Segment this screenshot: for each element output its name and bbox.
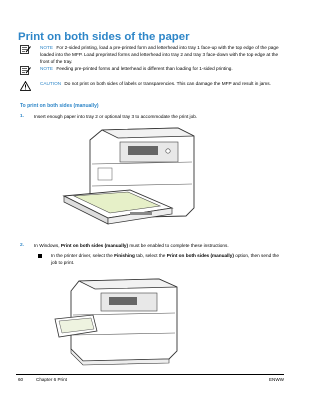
step-2-text-after: must be enabled to complete these instructions. <box>128 243 229 248</box>
step-1-number: 1. <box>20 114 25 119</box>
footer-page-number: 60 <box>18 377 24 382</box>
caution-icon <box>20 81 31 91</box>
bullet-text-before: In the printer driver, select the <box>51 253 115 258</box>
caution-note <box>40 81 280 88</box>
caution-text: Do not print on both sides of labels or transparencies. This can damage the MFP and result in jams. <box>64 81 271 86</box>
caution-label: CAUTION <box>40 81 62 86</box>
step-2-number: 2. <box>20 243 25 248</box>
note-1-label: NOTE <box>40 45 54 50</box>
section-heading: To print on both sides (manually) <box>20 103 99 109</box>
note-2 <box>40 66 280 73</box>
bullet-text-after: option, then send the job to print. <box>51 253 279 265</box>
footer-rule <box>16 374 284 375</box>
page-title: Print on both sides of the paper <box>18 31 190 43</box>
footer-locale: ENWW <box>268 377 284 382</box>
printer-output-illustration <box>53 275 191 367</box>
bullet-bold-tab: Finishing <box>114 253 135 258</box>
step-2-text <box>34 243 284 250</box>
note-2-text: Feeding pre-printed forms and letterhead is different than loading for 1-sided printing. <box>56 66 233 71</box>
step-2-text-before: In Windows, <box>34 243 61 248</box>
step-2-bold-term: Print on both sides (manually) <box>60 243 129 248</box>
footer-chapter: Chapter 6 Print <box>36 377 67 382</box>
note-1-text: For 2-sided printing, load a pre-printed form and letterhead into tray 1 face-up with the top edge of the page loaded into the MFP. Load preprinted forms and letterhead into tray 2 and tray 3 face-down with the top edge at the front of the tray. <box>40 45 279 64</box>
note-1 <box>40 45 280 66</box>
note-icon <box>20 66 31 75</box>
step-1-text: Insert enough paper into tray 2 or optional tray 3 to accommodate the print job. <box>34 114 198 119</box>
bullet-text-middle: tab, select the <box>134 253 167 258</box>
note-icon <box>20 45 31 54</box>
printer-tray-illustration <box>60 124 210 230</box>
bullet-marker <box>38 254 42 258</box>
note-2-label: NOTE <box>40 66 54 71</box>
bullet-bold-option: Print on both sides (manually) <box>166 253 234 258</box>
step-2-bullet <box>51 253 283 267</box>
